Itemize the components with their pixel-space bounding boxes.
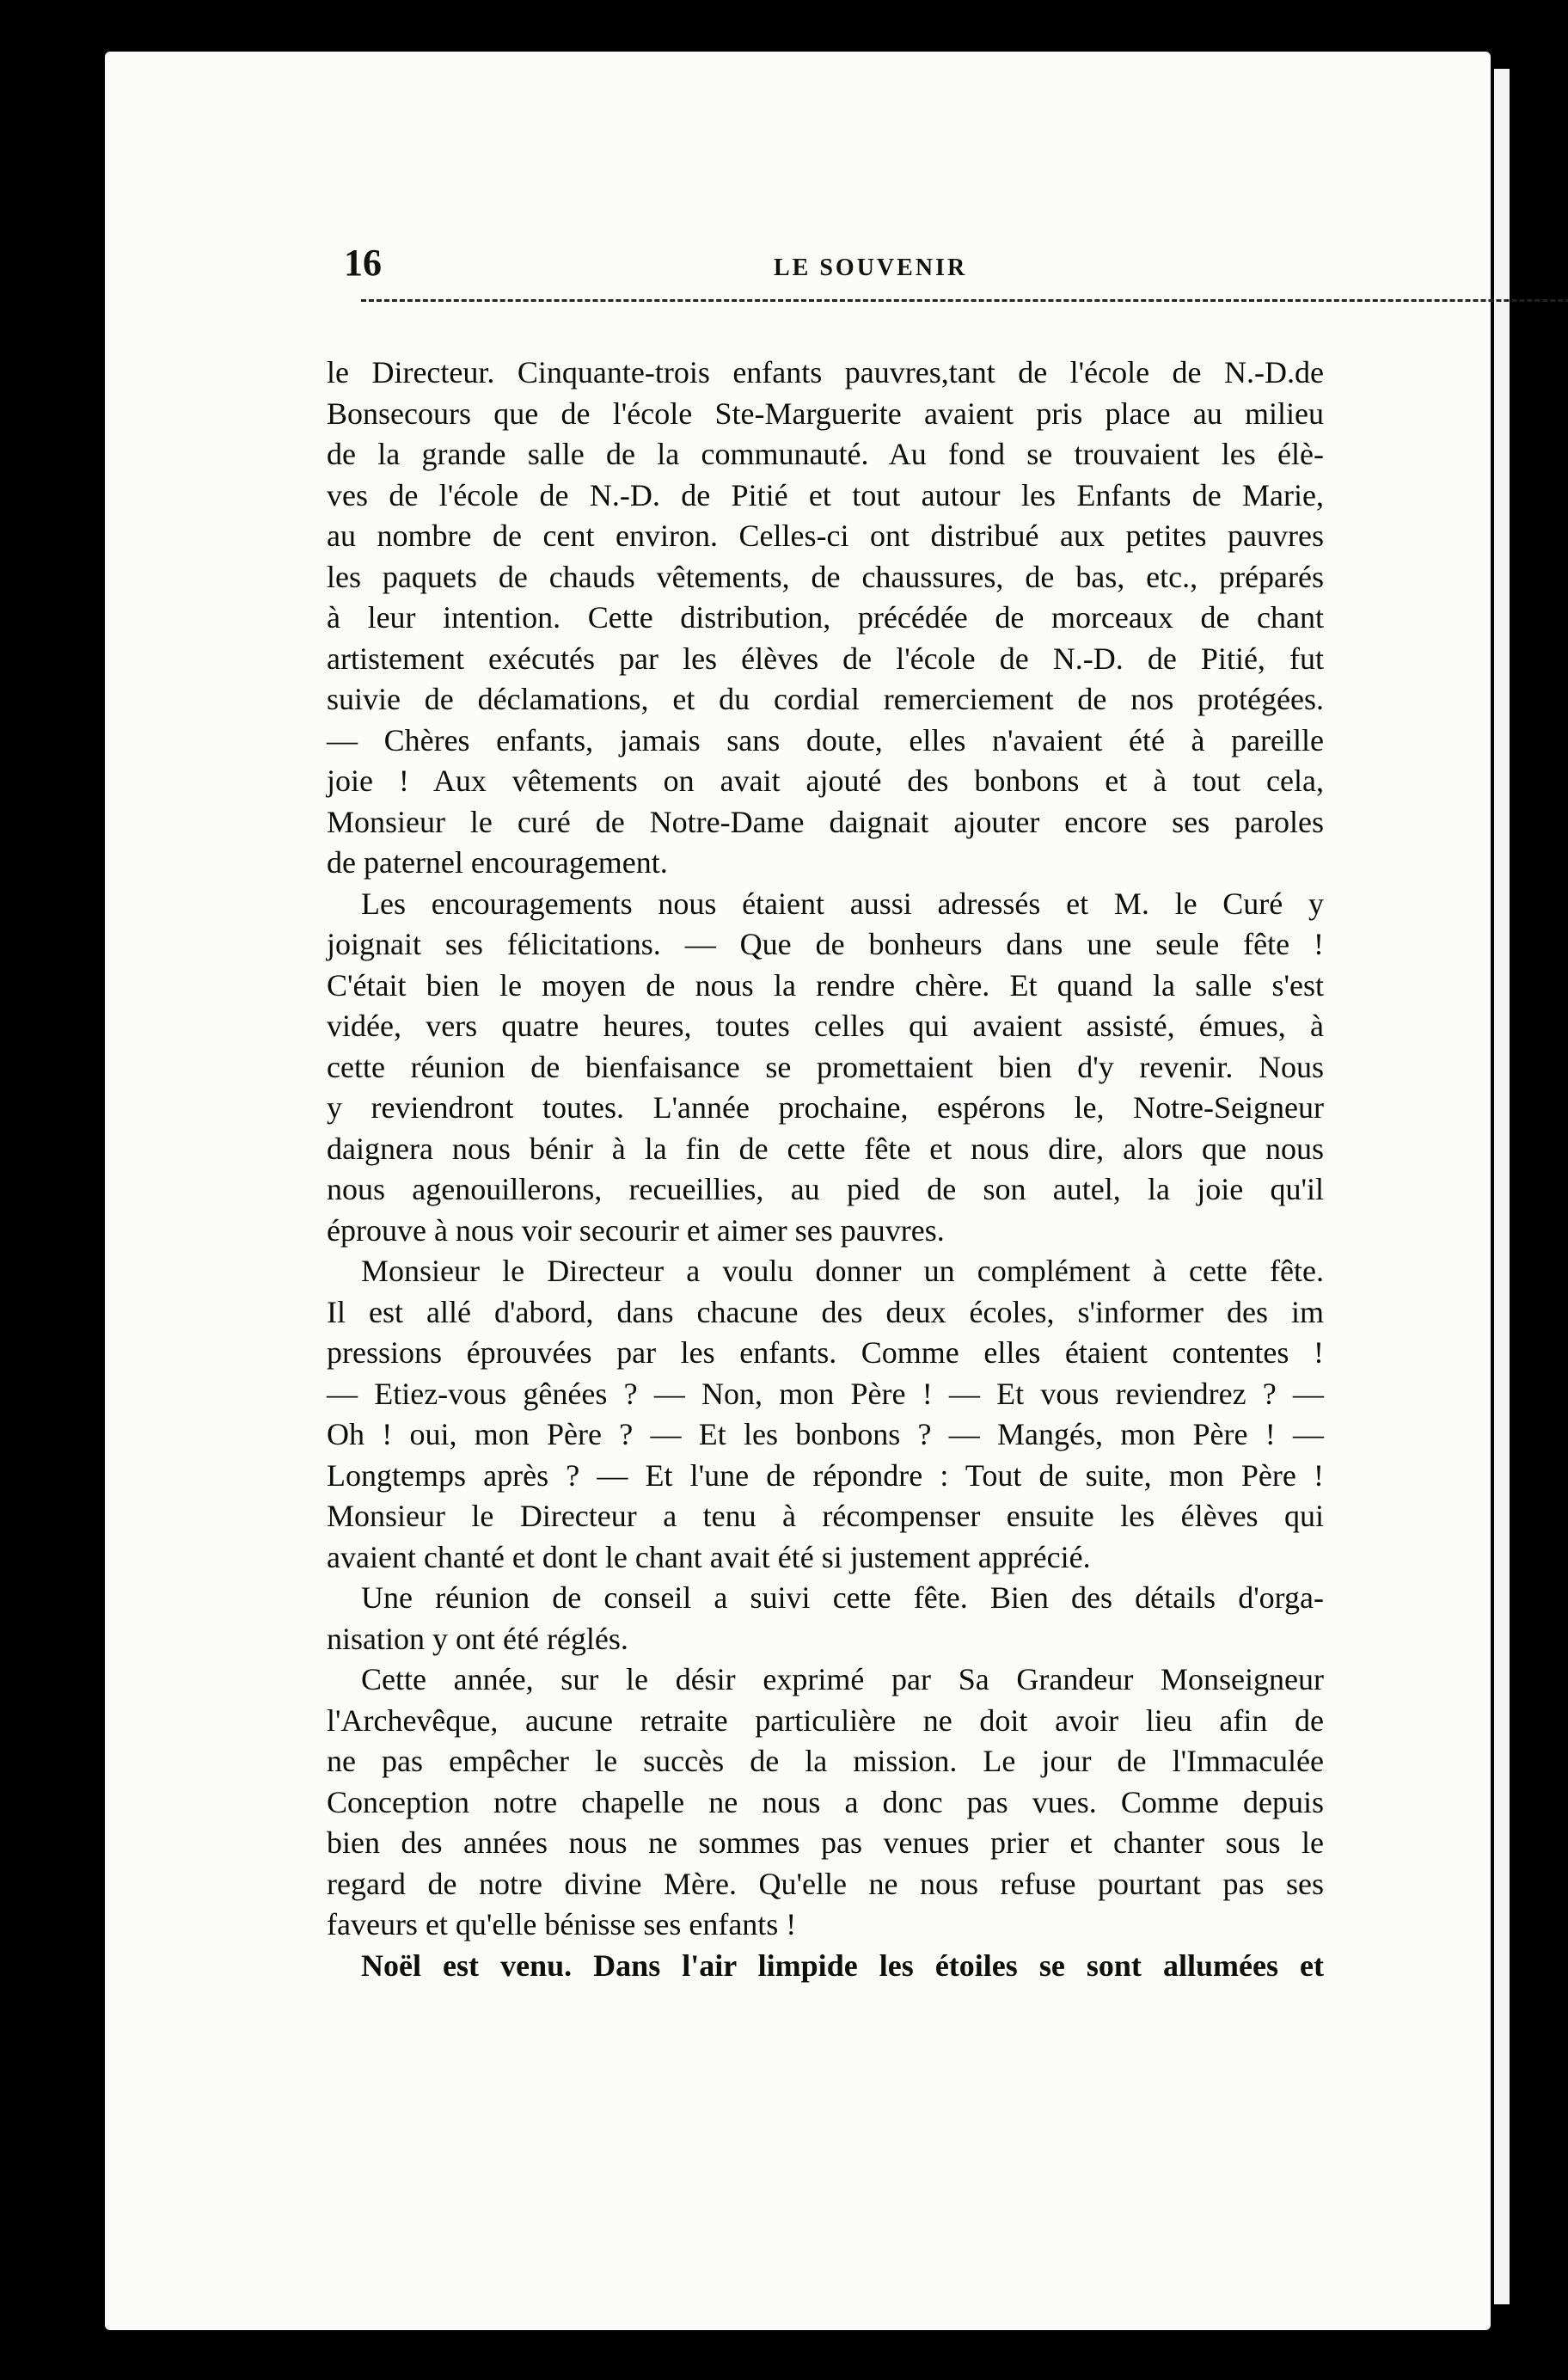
- text-line: l'Archevêque, aucune retraite particulière ne doit avoir lieu afin de: [327, 1702, 1324, 1738]
- text-line: y reviendront toutes. L'année prochaine, espérons le, Notre-Seigneur: [327, 1090, 1324, 1125]
- text-line: Monsieur le Directeur a tenu à récompenser ensuite les élèves qui: [327, 1499, 1324, 1533]
- text-line: nous agenouillerons, recueillies, au pied de son autel, la joie qu'il: [327, 1172, 1324, 1206]
- text-line: cette réunion de bienfaisance se promettaient bien d'y revenir. Nous: [327, 1049, 1324, 1084]
- text-line: artistement exécutés par les élèves de l'école de N.-D. de Pitié, fut: [327, 641, 1324, 676]
- text-line: regard de notre divine Mère. Qu'elle ne nous refuse pourtant pas ses: [327, 1866, 1324, 1901]
- text-line: à leur intention. Cette distribution, précédée de morceaux de chant: [327, 600, 1324, 635]
- page-header: [344, 232, 1427, 284]
- text-line: vidée, vers quatre heures, toutes celles qui avaient assisté, émues, à: [327, 1009, 1324, 1043]
- text-line: Monsieur le Directeur a voulu donner un complément à cette fête.: [361, 1254, 1324, 1288]
- text-line: Longtemps après ? — Et l'une de répondre : Tout de suite, mon Père !: [327, 1457, 1324, 1493]
- text-line: Monsieur le curé de Notre-Dame daignait ajouter encore ses paroles: [327, 804, 1324, 839]
- text-line: suivie de déclamations, et du cordial remerciement de nos protégées.: [327, 682, 1324, 716]
- text-line: Il est allé d'abord, dans chacune des deux écoles, s'informer des im: [327, 1294, 1324, 1329]
- header-rule: [361, 299, 1568, 302]
- text-line: ves de l'école de N.-D. de Pitié et tout autour les Enfants de Marie,: [327, 477, 1324, 512]
- text-line: Les encouragements nous étaient aussi adressés et M. le Curé y: [361, 886, 1324, 921]
- text-line: Bonsecours que de l'école Ste-Marguerite avaient pris place au milieu: [327, 396, 1324, 431]
- text-line: joignait ses félicitations. — Que de bonheurs dans une seule fête !: [327, 927, 1324, 961]
- text-line: — Etiez-vous gênées ? — Non, mon Père ! — Et vous reviendrez ? —: [327, 1376, 1324, 1411]
- text-line: Une réunion de conseil a suivi cette fête. Bien des détails d'orga-: [361, 1580, 1324, 1615]
- text-line: Oh ! oui, mon Père ? — Et les bonbons ? — Mangés, mon Père ! —: [327, 1417, 1324, 1451]
- text-line: — Chères enfants, jamais sans doute, elles n'avaient été à pareille: [327, 722, 1324, 758]
- text-line: daignera nous bénir à la fin de cette fête et nous dire, alors que nous: [327, 1131, 1324, 1166]
- text-line: joie ! Aux vêtements on avait ajouté des bonbons et à tout cela,: [327, 764, 1324, 798]
- text-line: ne pas empêcher le succès de la mission. Le jour de l'Immaculée: [327, 1744, 1324, 1778]
- running-title: LE SOUVENIR: [774, 255, 968, 281]
- text-line: de la grande salle de la communauté. Au fond se trouvaient les élè-: [327, 437, 1324, 471]
- text-line: le Directeur. Cinquante-trois enfants pauvres,tant de l'école de N.-D.de: [327, 355, 1324, 390]
- text-line: avaient chanté et dont le chant avait été si justement apprécié.: [327, 1539, 1091, 1574]
- text-line: les paquets de chauds vêtements, de chaussures, de bas, etc., préparés: [327, 559, 1324, 594]
- text-line: de paternel encouragement.: [327, 845, 668, 880]
- page-edge: [1494, 69, 1510, 2304]
- text-line: au nombre de cent environ. Celles-ci ont distribué aux petites pauvres: [327, 518, 1324, 553]
- text-line: Cette année, sur le désir exprimé par Sa Grandeur Monseigneur: [361, 1662, 1324, 1696]
- text-line: bien des années nous ne sommes pas venues prier et chanter sous le: [327, 1825, 1324, 1860]
- text-line: Noël est venu. Dans l'air limpide les étoiles se sont allumées et: [361, 1948, 1324, 1983]
- text-line: nisation y ont été réglés.: [327, 1621, 628, 1656]
- text-line: pressions éprouvées par les enfants. Comme elles étaient contentes !: [327, 1335, 1324, 1370]
- text-line: C'était bien le moyen de nous la rendre chère. Et quand la salle s'est: [327, 967, 1324, 1003]
- text-line: éprouve à nous voir secourir et aimer ses pauvres.: [327, 1212, 945, 1248]
- text-line: Conception notre chapelle ne nous a donc pas vues. Comme depuis: [327, 1784, 1324, 1819]
- page-number: 16: [344, 242, 382, 284]
- body-text: [327, 353, 1324, 1986]
- text-line: faveurs et qu'elle bénisse ses enfants !: [327, 1907, 797, 1941]
